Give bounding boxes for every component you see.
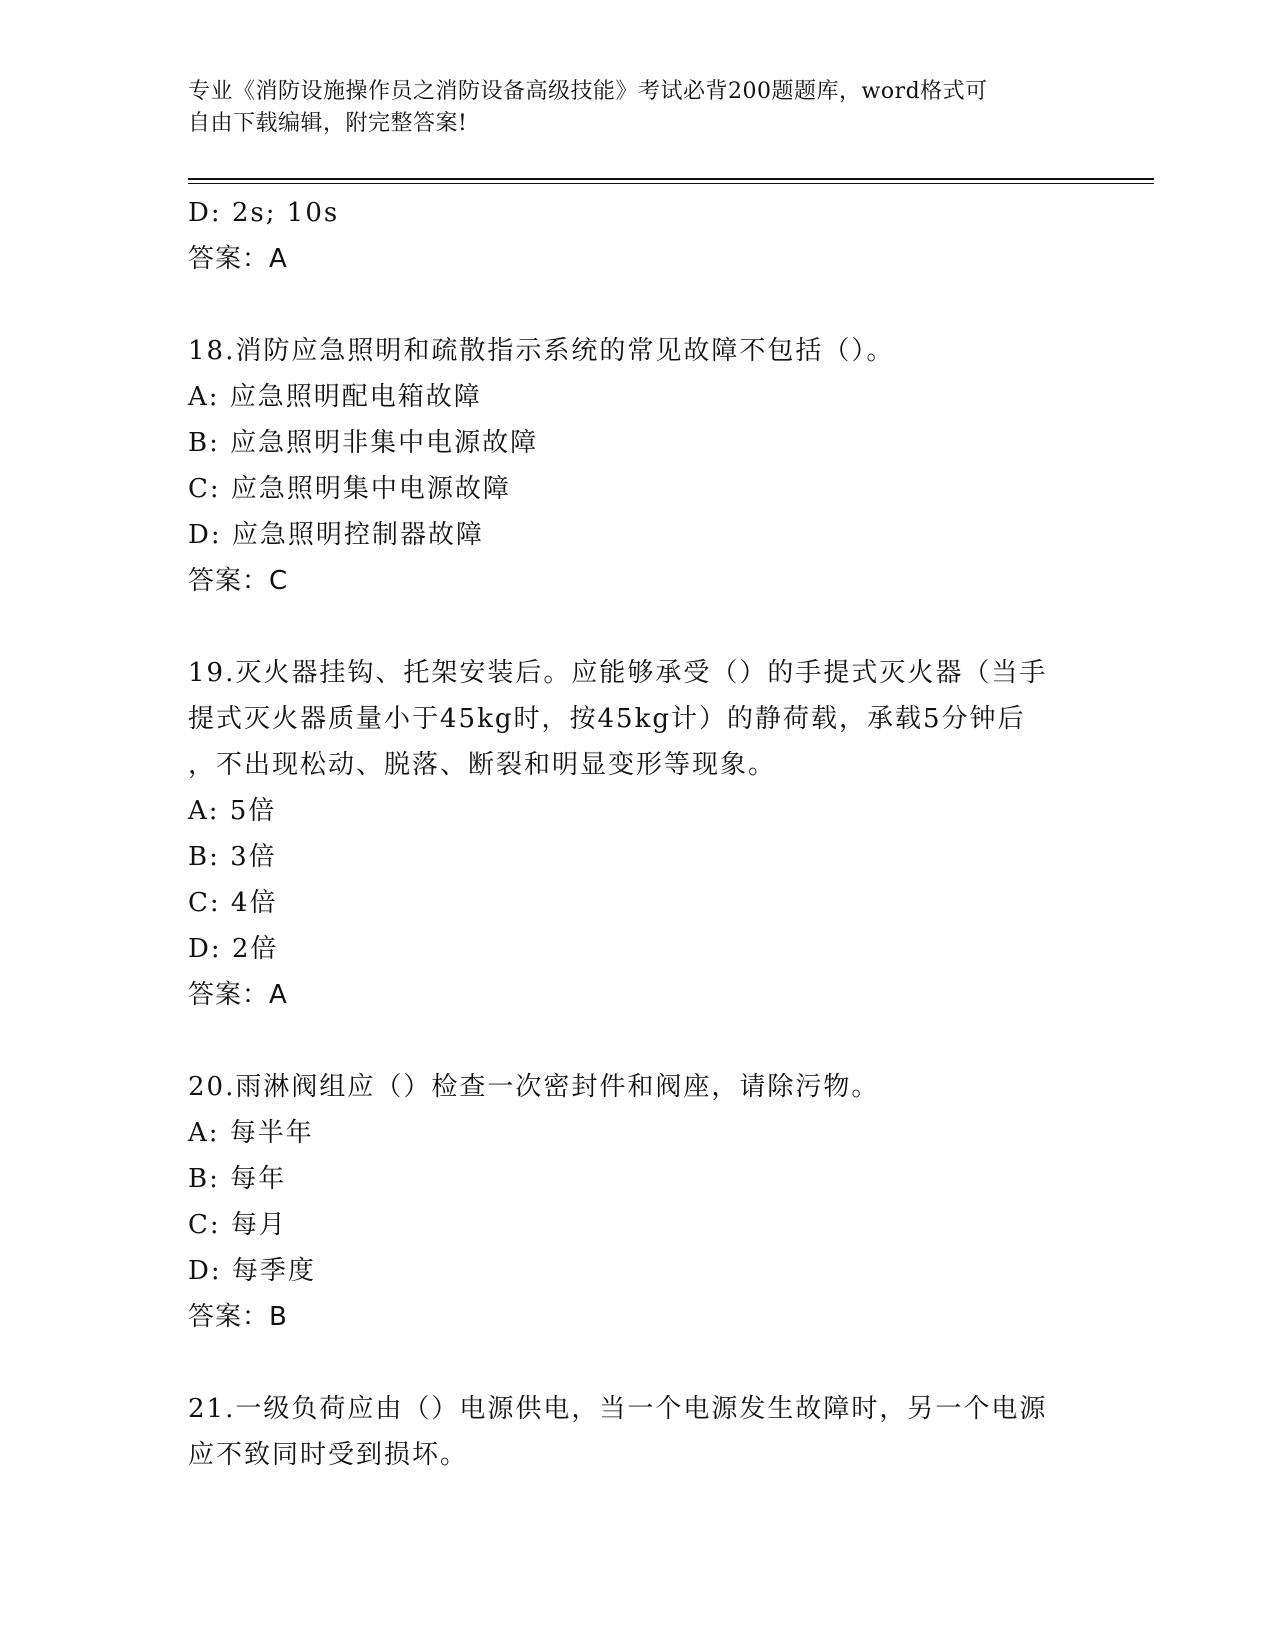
header-title-line-1: 专业《消防设施操作员之消防设备高级技能》考试必背200题题库，word格式可	[188, 79, 988, 104]
q19-option-c: C: 4倍	[188, 888, 278, 918]
header-title-line-2: 自由下载编辑，附完整答案!	[188, 111, 468, 136]
q18-option-d: D: 应急照明控制器故障	[188, 520, 484, 550]
q20-option-a: A: 每半年	[188, 1118, 314, 1148]
q19-stem-line-3: ，不出现松动、脱落、断裂和明显变形等现象。	[188, 750, 777, 780]
q18-option-b: B: 应急照明非集中电源故障	[188, 428, 539, 458]
spacer	[188, 282, 1088, 328]
header-rule-thick	[188, 178, 1154, 180]
q21-stem-line-2: 应不致同时受到损坏。	[188, 1440, 469, 1470]
q21-stem-line-1: 21.一级负荷应由（）电源供电，当一个电源发生故障时，另一个电源	[188, 1394, 1048, 1424]
spacer	[188, 1018, 1088, 1064]
q20-option-b: B: 每年	[188, 1164, 287, 1194]
q19-stem-line-1: 19.灭火器挂钩、托架安装后。应能够承受（）的手提式灭火器（当手	[188, 658, 1048, 688]
q18-option-c: C: 应急照明集中电源故障	[188, 474, 511, 504]
q19-stem-line-2: 提式灭火器质量小于45kg时，按45kg计）的静荷载，承载5分钟后	[188, 704, 1026, 734]
prev-answer: 答案：A	[188, 244, 288, 274]
spacer	[188, 604, 1088, 650]
spacer	[188, 1340, 1088, 1386]
question-list	[188, 190, 1088, 1478]
page-header	[188, 76, 1088, 140]
q18-answer: 答案：C	[188, 566, 289, 596]
q20-option-c: C: 每月	[188, 1210, 287, 1240]
q20-option-d: D: 每季度	[188, 1256, 316, 1286]
q19-answer: 答案：A	[188, 980, 288, 1010]
q18-option-a: A: 应急照明配电箱故障	[188, 382, 482, 412]
q20-answer: 答案：B	[188, 1302, 288, 1332]
header-rule-thin	[188, 183, 1154, 184]
q19-option-a: A: 5倍	[188, 796, 277, 826]
prev-option-d: D: 2s; 10s	[188, 198, 340, 228]
q19-option-d: D: 2倍	[188, 934, 279, 964]
q20-stem: 20.雨淋阀组应（）检查一次密封件和阀座，请除污物。	[188, 1072, 880, 1102]
q19-option-b: B: 3倍	[188, 842, 277, 872]
q18-stem: 18.消防应急照明和疏散指示系统的常见故障不包括（）。	[188, 336, 895, 366]
